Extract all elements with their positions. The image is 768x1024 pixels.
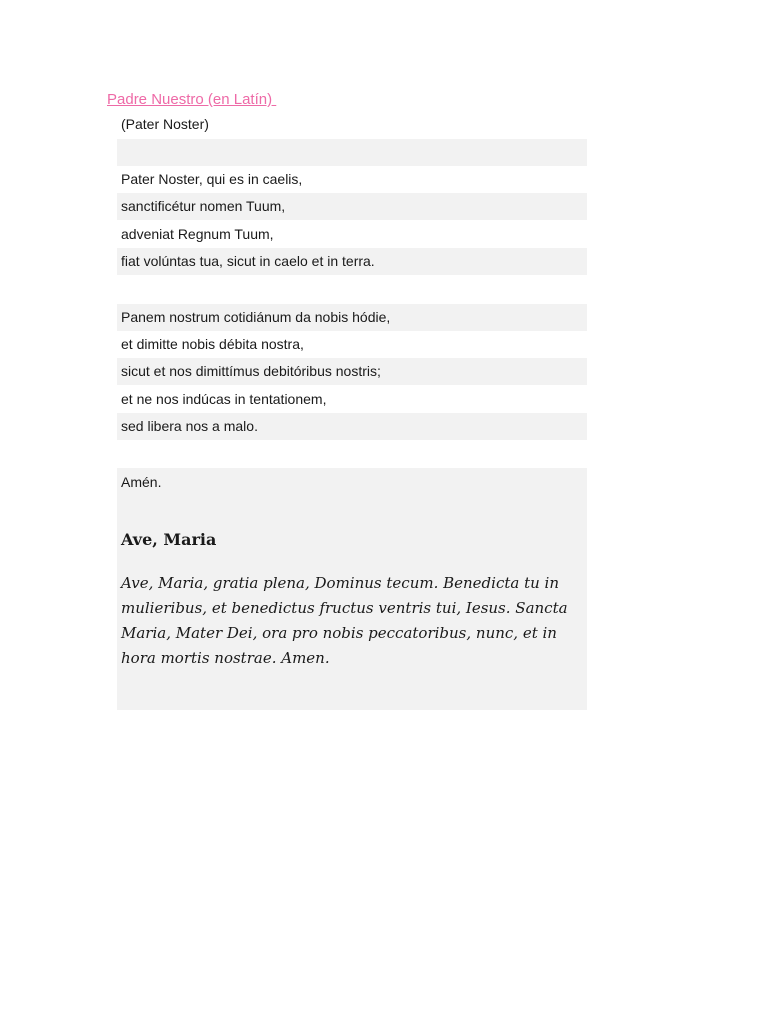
ave-maria-text: Ave, Maria, gratia plena, Dominus tecum. Benedicta tu in mulieribus, et benedictus fructus ventris tui, Iesus. Sancta Maria, Mater Dei, ora pro nobis peccatoribus, nunc, et in hora mortis nostrae. Amen.	[121, 574, 568, 667]
ave-maria-heading: Ave, Maria	[121, 530, 217, 549]
verse-line: Panem nostrum cotidiánum da nobis hódie,	[117, 304, 587, 331]
verse-line: et ne nos indúcas in tentationem,	[121, 391, 327, 407]
verse-line: adveniat Regnum Tuum,	[121, 226, 274, 242]
ave-maria-section	[117, 468, 587, 710]
verse-line: Pater Noster, qui es in caelis,	[121, 171, 303, 187]
verse-line: fiat volúntas tua, sicut in caelo et in terra.	[117, 248, 587, 275]
verse-line: et dimitte nobis débita nostra,	[121, 336, 304, 352]
verse-line: sed libera nos a malo.	[117, 413, 587, 440]
subtitle: (Pater Noster)	[121, 116, 209, 132]
blank-row	[117, 139, 587, 166]
amen-line: Amén.	[121, 474, 162, 490]
verse-line: sanctificétur nomen Tuum,	[117, 193, 587, 220]
verse-line: sicut et nos dimittímus debitóribus nostris;	[117, 358, 587, 385]
page-title-link[interactable]: Padre Nuestro (en Latín)	[107, 91, 277, 108]
